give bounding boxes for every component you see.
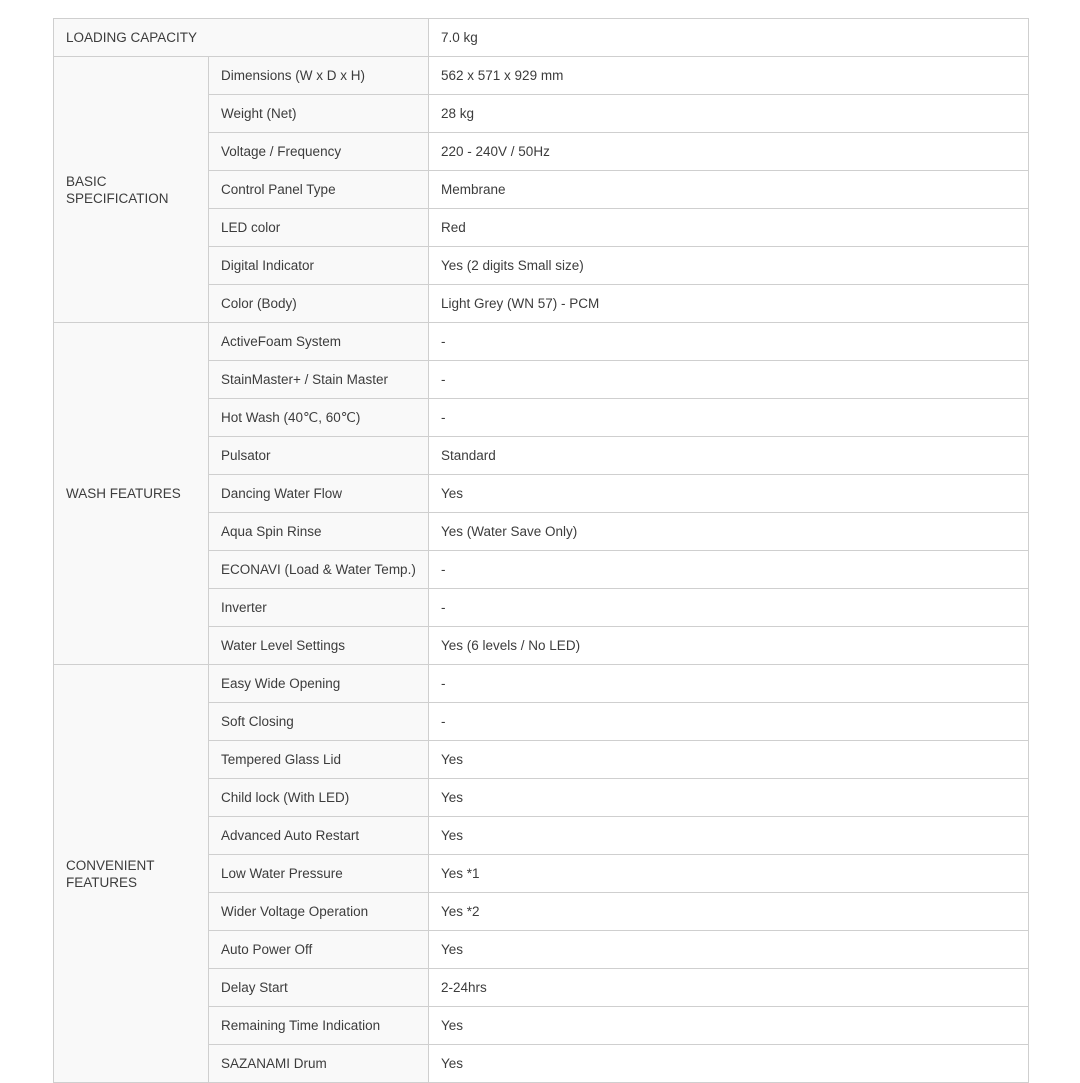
spec-label-cell: Delay Start — [209, 969, 429, 1007]
spec-label-cell: SAZANAMI Drum — [209, 1045, 429, 1083]
spec-value-cell: Standard — [429, 437, 1029, 475]
spec-category-cell: LOADING CAPACITY — [54, 19, 429, 57]
spec-label-cell: Low Water Pressure — [209, 855, 429, 893]
spec-value-cell: Yes — [429, 1007, 1029, 1045]
spec-value-cell: 562 x 571 x 929 mm — [429, 57, 1029, 95]
spec-label-cell: Dancing Water Flow — [209, 475, 429, 513]
spec-value-cell: Light Grey (WN 57) - PCM — [429, 285, 1029, 323]
spec-label-cell: Control Panel Type — [209, 171, 429, 209]
spec-label-cell: Inverter — [209, 589, 429, 627]
spec-value-cell: - — [429, 665, 1029, 703]
table-row — [54, 665, 1029, 703]
spec-label-cell: Hot Wash (40℃, 60℃) — [209, 399, 429, 437]
spec-label-cell: Dimensions (W x D x H) — [209, 57, 429, 95]
specifications-section — [53, 18, 1028, 1083]
spec-value-cell: Yes — [429, 475, 1029, 513]
spec-label-cell: ECONAVI (Load & Water Temp.) — [209, 551, 429, 589]
spec-value-cell: Yes — [429, 1045, 1029, 1083]
spec-value-cell: Red — [429, 209, 1029, 247]
spec-value-cell: - — [429, 361, 1029, 399]
table-row — [54, 19, 1029, 57]
spec-label-cell: Auto Power Off — [209, 931, 429, 969]
spec-label-cell: Voltage / Frequency — [209, 133, 429, 171]
spec-label-cell: Soft Closing — [209, 703, 429, 741]
spec-label-cell: Digital Indicator — [209, 247, 429, 285]
spec-label-cell: Wider Voltage Operation — [209, 893, 429, 931]
spec-value-cell: Yes — [429, 817, 1029, 855]
spec-label-cell: Pulsator — [209, 437, 429, 475]
spec-value-cell: Yes *2 — [429, 893, 1029, 931]
spec-value-cell: 7.0 kg — [429, 19, 1029, 57]
spec-value-cell: 2-24hrs — [429, 969, 1029, 1007]
spec-label-cell: Water Level Settings — [209, 627, 429, 665]
spec-value-cell: Yes (Water Save Only) — [429, 513, 1029, 551]
spec-label-cell: Child lock (With LED) — [209, 779, 429, 817]
spec-label-cell: Color (Body) — [209, 285, 429, 323]
spec-label-cell: Easy Wide Opening — [209, 665, 429, 703]
spec-value-cell: - — [429, 399, 1029, 437]
spec-label-cell: ActiveFoam System — [209, 323, 429, 361]
spec-label-cell: Advanced Auto Restart — [209, 817, 429, 855]
spec-value-cell: Yes — [429, 741, 1029, 779]
spec-category-cell: BASIC SPECIFICATION — [54, 57, 209, 323]
spec-value-cell: Membrane — [429, 171, 1029, 209]
spec-value-cell: 220 - 240V / 50Hz — [429, 133, 1029, 171]
spec-value-cell: Yes (2 digits Small size) — [429, 247, 1029, 285]
spec-label-cell: Aqua Spin Rinse — [209, 513, 429, 551]
spec-label-cell: Tempered Glass Lid — [209, 741, 429, 779]
spec-label-cell: LED color — [209, 209, 429, 247]
spec-value-cell: - — [429, 323, 1029, 361]
specifications-table — [53, 18, 1029, 1083]
spec-label-cell: StainMaster+ / Stain Master — [209, 361, 429, 399]
spec-value-cell: Yes *1 — [429, 855, 1029, 893]
spec-value-cell: Yes — [429, 931, 1029, 969]
table-row — [54, 57, 1029, 95]
spec-category-cell: CONVENIENT FEATURES — [54, 665, 209, 1083]
spec-value-cell: - — [429, 703, 1029, 741]
spec-value-cell: 28 kg — [429, 95, 1029, 133]
spec-category-cell: WASH FEATURES — [54, 323, 209, 665]
spec-value-cell: - — [429, 551, 1029, 589]
spec-value-cell: Yes (6 levels / No LED) — [429, 627, 1029, 665]
spec-value-cell: Yes — [429, 779, 1029, 817]
spec-label-cell: Weight (Net) — [209, 95, 429, 133]
spec-value-cell: - — [429, 589, 1029, 627]
spec-label-cell: Remaining Time Indication — [209, 1007, 429, 1045]
table-row — [54, 323, 1029, 361]
specifications-table-body — [54, 19, 1029, 1083]
